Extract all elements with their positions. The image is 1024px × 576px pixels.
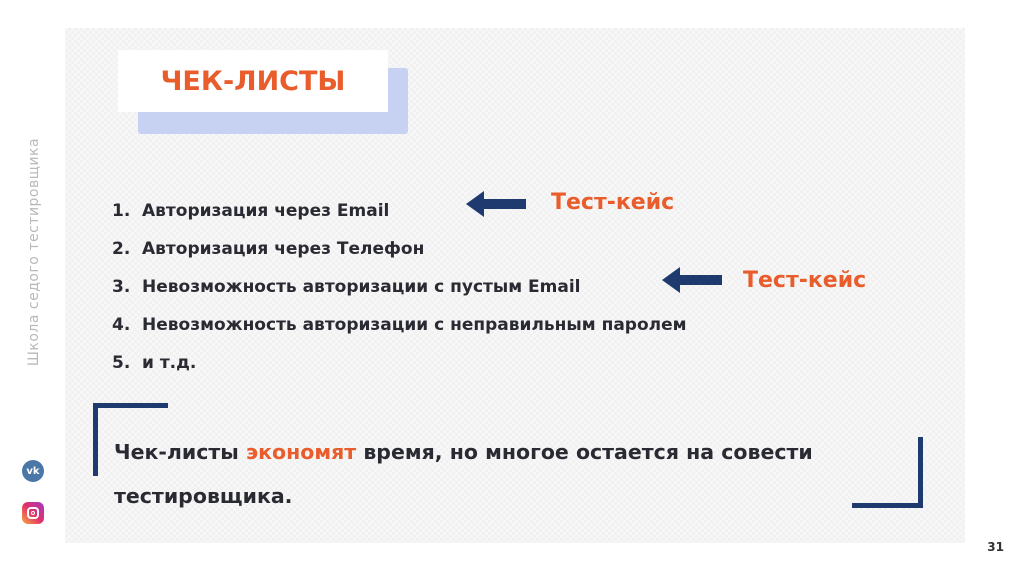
- test-case-label: Тест-кейс: [743, 268, 867, 293]
- instagram-glyph: [27, 507, 39, 519]
- list-item-text: Авторизация через Email: [142, 201, 390, 221]
- list-item-text: Авторизация через Телефон: [142, 239, 425, 259]
- quote-text-end: время, но многое остается на совести тестировщика.: [114, 440, 813, 508]
- slide-title: ЧЕК-ЛИСТЫ: [118, 50, 388, 112]
- vk-icon[interactable]: [22, 460, 44, 482]
- list-item-number: 2.: [112, 239, 131, 259]
- vk-icon-label: vk: [26, 465, 40, 477]
- list-item-text: Невозможность авторизации с неправильным паролем: [142, 315, 687, 335]
- list-item-text: Невозможность авторизации с пустым Email: [142, 277, 581, 297]
- arrow-left-icon: [662, 266, 724, 294]
- list-item: [112, 276, 687, 314]
- arrow-left-icon: [466, 190, 528, 218]
- quote-text-start: Чек-листы: [114, 440, 246, 464]
- list-item-number: 3.: [112, 277, 131, 297]
- list-item-text: и т.д.: [142, 353, 197, 373]
- school-name-vertical: Школа седого тестировщика: [26, 137, 42, 367]
- list-item-number: 4.: [112, 315, 131, 335]
- list-item: [112, 314, 687, 352]
- list-item: [112, 238, 687, 276]
- quote-highlight: экономят: [245, 440, 357, 464]
- test-case-label: Тест-кейс: [551, 190, 675, 215]
- list-item: [112, 352, 687, 390]
- list-item-number: 5.: [112, 353, 131, 373]
- quote-text: [114, 430, 914, 518]
- page-number: 31: [987, 540, 1004, 554]
- list-item-number: 1.: [112, 201, 131, 221]
- instagram-icon[interactable]: [22, 502, 44, 524]
- checklist: [112, 200, 687, 390]
